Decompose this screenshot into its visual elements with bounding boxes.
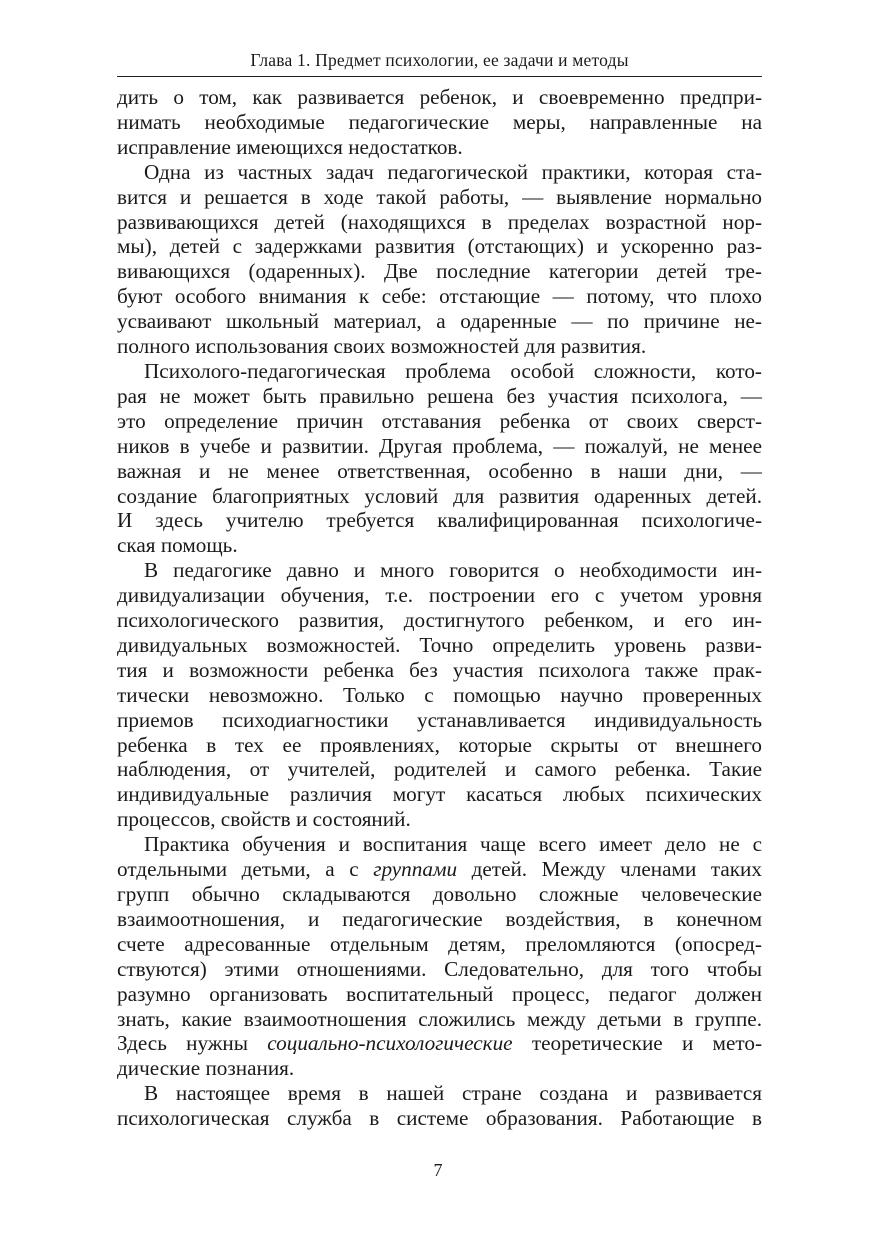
text-line: полного использования своих возможностей для развития. xyxy=(117,334,647,359)
text-line: ребенка в тех ее проявлениях, которые скрыты от внешнего xyxy=(117,732,762,757)
text-line: развивающихся детей (находящихся в пределах возрастной нор- xyxy=(117,209,762,234)
text-line: приемов психодиагностики устанавливается индивидуальность xyxy=(117,707,762,732)
text-segment: детей. Между членами таких xyxy=(457,857,762,882)
text-line: мы), детей с задержками развития (отстающих) и ускоренно раз- xyxy=(117,234,762,259)
text-segment: отдельными детьми, а с xyxy=(117,857,374,882)
text-line: знать, какие взаимоотношения сложились между детьми в группе. xyxy=(117,1006,762,1031)
text-line: тия и возможности ребенка без участия психолога также прак- xyxy=(117,657,762,682)
text-line: вивающихся (одаренных). Две последние категории детей тре- xyxy=(117,259,762,284)
text-line: психологического развития, достигнутого ребенком, и его ин- xyxy=(117,608,762,633)
text-line: ствуются) этими отношениями. Следовательно, для того чтобы xyxy=(117,956,762,981)
text-line: В настоящее время в нашей стране создана и развивается xyxy=(144,1081,762,1106)
text-line: счете адресованные отдельным детям, преломляются (опосред- xyxy=(117,931,762,956)
paragraph xyxy=(117,558,762,832)
text-line: взаимоотношения, и педагогические воздействия, в конечном xyxy=(117,906,762,931)
running-header: Глава 1. Предмет психологии, ее задачи и методы xyxy=(250,50,629,70)
text-line: процессов, свойств и состояний. xyxy=(117,807,411,832)
text-line: нимать необходимые педагогические меры, направленные на xyxy=(117,109,762,134)
text-line: дивидуализации обучения, т.е. построении его с учетом уровня xyxy=(117,583,762,608)
header-rule xyxy=(117,76,762,77)
text-line: Психолого-педагогическая проблема особой сложности, кото- xyxy=(144,358,762,383)
text-line: рая не может быть правильно решена без участия психолога, — xyxy=(117,383,762,408)
text-line: дить о том, как развивается ребенок, и своевременно предпри- xyxy=(117,85,762,109)
text-line: тически невозможно. Только с помощью научно проверенных xyxy=(117,682,762,707)
text-line: дические познания. xyxy=(117,1056,295,1081)
text-line: Практика обучения и воспитания чаще всего имеет дело не с xyxy=(144,832,762,857)
body-text xyxy=(117,85,762,1131)
text-line: психологическая служба в системе образования. Работающие в xyxy=(117,1106,762,1131)
text-line xyxy=(117,1031,762,1056)
paragraph xyxy=(117,1081,762,1131)
text-line: буют особого внимания к себе: отстающие — потому, что плохо xyxy=(117,284,762,309)
italic-term: социально-психологические xyxy=(267,1031,513,1056)
paragraph xyxy=(117,359,762,558)
text-line: И здесь учителю требуется квалифицированная психологиче- xyxy=(117,508,762,533)
text-line: наблюдения, от учителей, родителей и самого ребенка. Такие xyxy=(117,757,762,782)
text-line: индивидуальные различия могут касаться любых психических xyxy=(117,782,762,807)
page-number: 7 xyxy=(433,1160,443,1180)
italic-term: группами xyxy=(373,857,458,882)
paragraph xyxy=(117,832,762,1081)
text-line: Одна из частных задач педагогической практики, которая ста- xyxy=(144,159,762,184)
text-line: усваивают школьный материал, а одаренные — по причине не- xyxy=(117,309,762,334)
text-line: дивидуальных возможностей. Точно определить уровень разви- xyxy=(117,632,762,657)
text-line: ников в учебе и развитии. Другая проблема, — пожалуй, не менее xyxy=(117,433,762,458)
text-line: групп обычно складываются довольно сложные человеческие xyxy=(117,882,762,906)
text-line: это определение причин отставания ребенка от своих сверст- xyxy=(117,408,762,433)
text-line: ская помощь. xyxy=(117,533,238,558)
text-line: создание благоприятных условий для развития одаренных детей. xyxy=(117,483,762,508)
text-segment: теоретические и мето- xyxy=(512,1031,762,1056)
text-line xyxy=(117,857,762,882)
text-line: разумно организовать воспитательный процесс, педагог должен xyxy=(117,981,762,1006)
text-line: важная и не менее ответственная, особенно в наши дни, — xyxy=(117,458,762,483)
text-line: В педагогике давно и много говорится о необходимости ин- xyxy=(144,558,762,583)
paragraph xyxy=(117,85,762,160)
text-line: исправление имеющихся недостатков. xyxy=(117,134,463,159)
paragraph xyxy=(117,160,762,359)
text-line: вится и решается в ходе такой работы, — выявление нормально xyxy=(117,184,762,209)
text-segment: Здесь нужны xyxy=(117,1031,268,1056)
